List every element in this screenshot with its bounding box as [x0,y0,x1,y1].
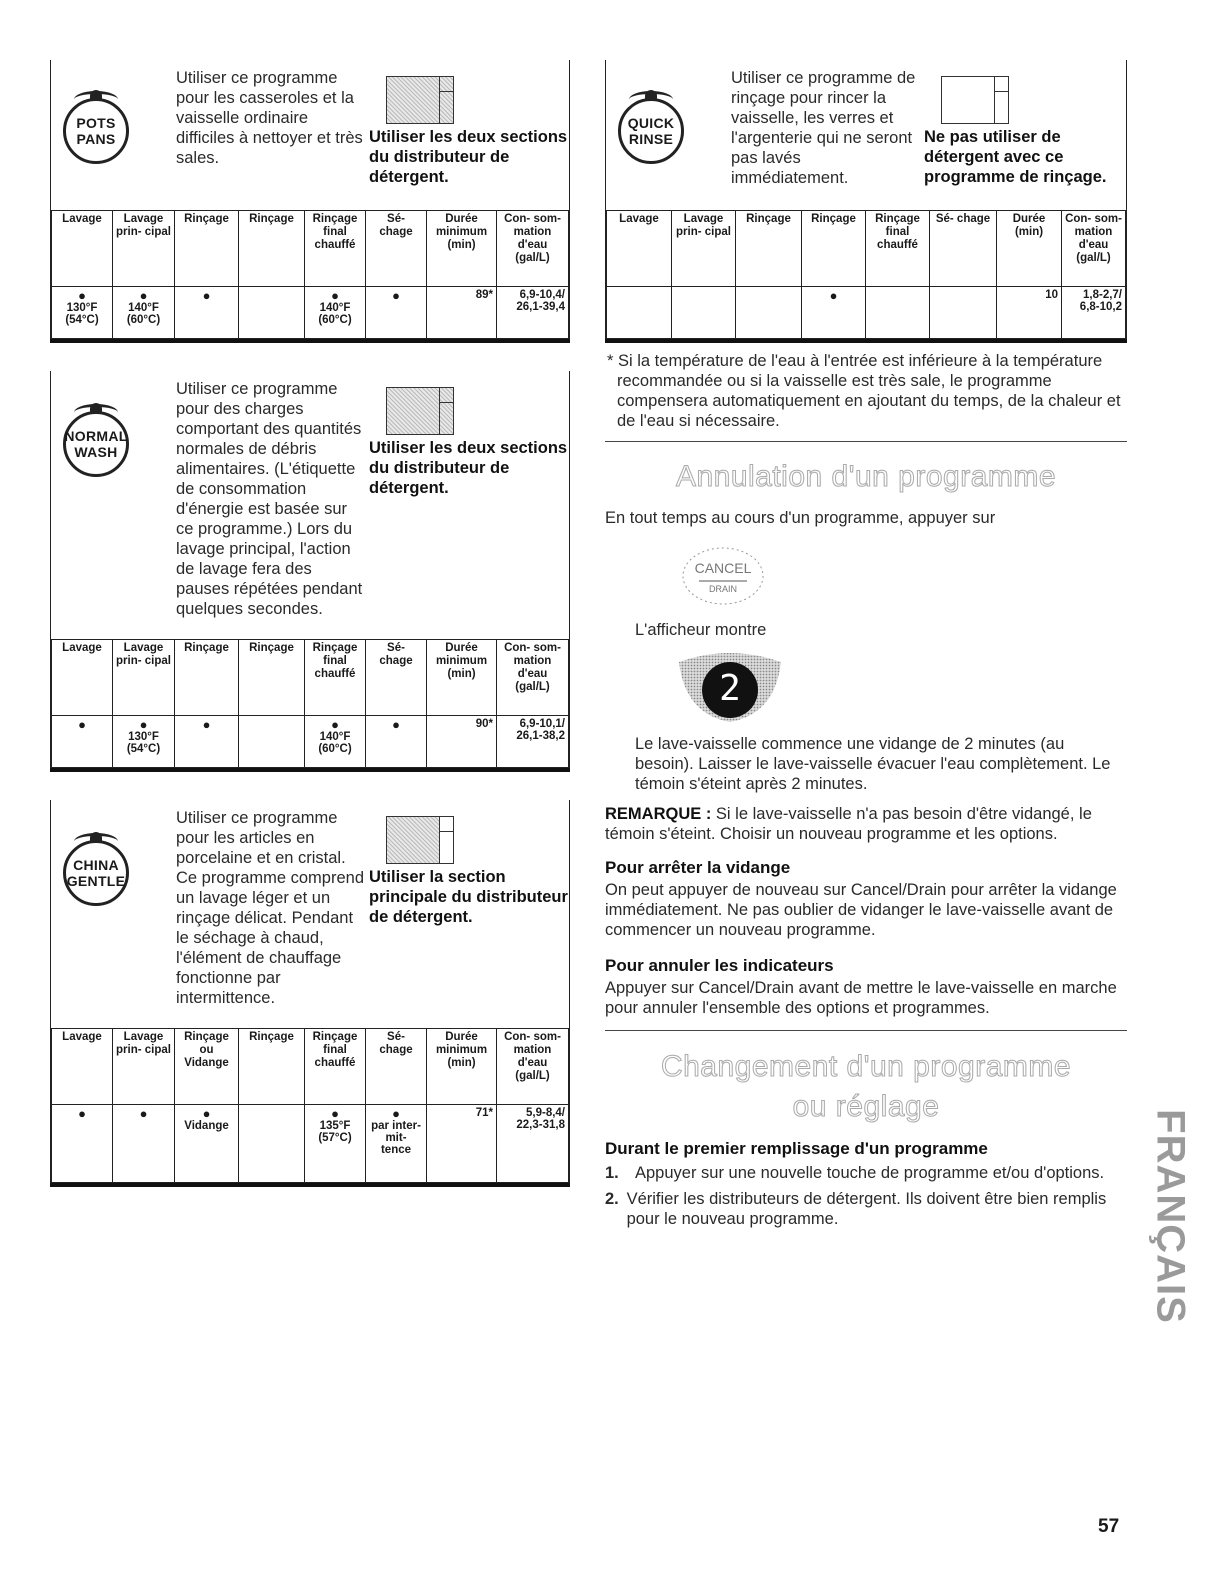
normal-wash-description: Utiliser ce programme pour des charges comportant des quantités normales de débris alimentaires. (L'étiquette de consommation d'énergie est basée sur ce programme.) Lors du lavage principal, l'action de lavage fera des pauses répétées pendant quelques secondes. [176,380,363,618]
page-number: 57 [1098,1516,1120,1537]
dispenser-both-icon [386,387,452,435]
annuler-text: Appuyer sur Cancel/Drain avant de mettre le lave-vaisselle en marche pour annuler l'ensemble des options et programmes. [605,979,1117,1017]
pots-pans-table: Lavage Lavage prin- cipal Rinçage Rinçage Rinçage final chauffé Sé- chage Durée minimum (min) Con- som- mation d'eau (gal/L) ● 130°F (54°C) ● 140°F (60°C) ● ● 140°F (60°C) ● 89* 6,9-10,4/ 26,1-39,4 [51,210,569,339]
normal-wash-badge-icon: NORMAL WASH [63,411,129,477]
pots-pans-description: Utiliser ce programme pour les casseroles et la vaisselle ordinaire difficiles à nettoyer et très sales. [176,69,363,167]
normal-wash-note: Utiliser les deux sections du distributeur de détergent. [369,439,568,497]
annulation-intro: En tout temps au cours d'un programme, appuyer sur [605,509,996,527]
dispenser-empty-icon [941,76,1007,124]
pots-pans-note: Utiliser les deux sections du distributeur de détergent. [369,128,568,186]
annuler-heading: Pour annuler les indicateurs [605,956,834,975]
durant-heading: Durant le premier remplissage d'un programme [605,1139,988,1158]
cancel-drain-button-icon: CANCEL DRAIN [673,546,773,606]
vidange-text: Le lave-vaisselle commence une vidange de 2 minutes (au besoin). Laisser le lave-vaisselle évacuer l'eau complètement. Le témoin s'éteint après 2 minutes. [635,735,1111,793]
pots-pans-badge-icon: POTS PANS [63,98,129,164]
dispenser-main-icon [386,816,452,864]
china-gentle-table: Lavage Lavage prin- cipal Rinçage ou Vidange Rinçage Rinçage final chauffé Sé- chage Durée minimum (min) Con- som- mation d'eau (gal/L) ● ● ● Vidange ● 135°F (57°C) ● par inter- mit- tence 71* 5,9-8,4/ 22,3-31,8 [51,1028,569,1183]
table-row: ● ● 130°F (54°C) ● ● 140°F (60°C) ● 90* 6,9-10,1/ 26,1-38,2 [52,716,569,768]
program-pots-pans [50,60,570,339]
annulation-title: Annulation d'un programme [675,460,1057,493]
table-row: ● 130°F (54°C) ● 140°F (60°C) ● ● 140°F (60°C) ● 89* 6,9-10,4/ 26,1-39,4 [52,287,569,339]
list-item: 2. Vérifier les distributeurs de détergent. Ils doivent être bien remplis pour le nouveau programme. [605,1190,1107,1228]
dispenser-both-icon [386,76,452,124]
changement-title: Changement d'un programme ou réglage [660,1050,1072,1123]
arreter-heading: Pour arrêter la vidange [605,858,791,877]
steps-list [605,1163,1127,1229]
quick-rinse-badge-icon: QUICK RINSE [618,98,684,164]
table-row: ● 10 1,8-2,7/ 6,8-10,2 [607,287,1126,339]
left-column [50,60,570,1187]
program-quick-rinse [605,60,1127,339]
china-gentle-note: Utiliser la section principale du distributeur de détergent. [369,868,568,926]
language-side-tab: FRANÇAIS [1148,1109,1193,1324]
quick-rinse-description: Utiliser ce programme de rinçage pour rincer la vaisselle, les verres et l'argenterie qui ne seront pas lavés immédiatement. [731,69,916,187]
table-row: ● ● ● Vidange ● 135°F (57°C) ● par inter- mit- tence 71* 5,9-8,4/ 22,3-31,8 [52,1105,569,1183]
program-normal-wash [50,371,570,768]
right-column [605,60,1127,1229]
program-china-gentle [50,800,570,1183]
remarque-text: REMARQUE : Si le lave-vaisselle n'a pas besoin d'être vidangé, le témoin s'éteint. Choisir un nouveau programme et les options. [605,805,1092,843]
display-icon: 2 [675,652,785,724]
china-gentle-badge-icon: CHINA GENTLE [63,840,129,906]
quick-rinse-table: Lavage Lavage prin- cipal Rinçage Rinçage Rinçage final chauffé Sé- chage Durée (min) Con- som- mation d'eau (gal/L) ● 10 1,8-2,7/ 6,8-10,2 [606,210,1126,339]
arreter-text: On peut appuyer de nouveau sur Cancel/Drain pour arrêter la vidange immédiatement. Ne pas oublier de vidanger le lave-vaisselle avant de commencer un nouveau programme. [605,881,1117,939]
china-gentle-description: Utiliser ce programme pour les articles en porcelaine et en cristal. Ce programme comprend un lavage léger et un rinçage délicat. Pendant le séchage à chaud, l'élément de chauffage fonctionne par intermittence. [176,809,364,1007]
list-item: 1. Appuyer sur une nouvelle touche de programme et/ou d'options. [605,1164,1105,1182]
footnote: * Si la température de l'eau à l'entrée est inférieure à la température recommandée ou si la vaisselle est très sale, le programme compensera automatiquement en ajoutant du temps, de la chaleur et de l'eau si nécessaire. [607,352,1121,430]
normal-wash-table: Lavage Lavage prin- cipal Rinçage Rinçage Rinçage final chauffé Sé- chage Durée minimum (min) Con- som- mation d'eau (gal/L) ● ● 130°F (54°C) ● ● 140°F (60°C) ● 90* 6,9-10,1/ 26,1-38,2 [51,639,569,768]
quick-rinse-note: Ne pas utiliser de détergent avec ce programme de rinçage. [924,128,1107,186]
afficheur-label: L'afficheur montre [635,621,767,639]
